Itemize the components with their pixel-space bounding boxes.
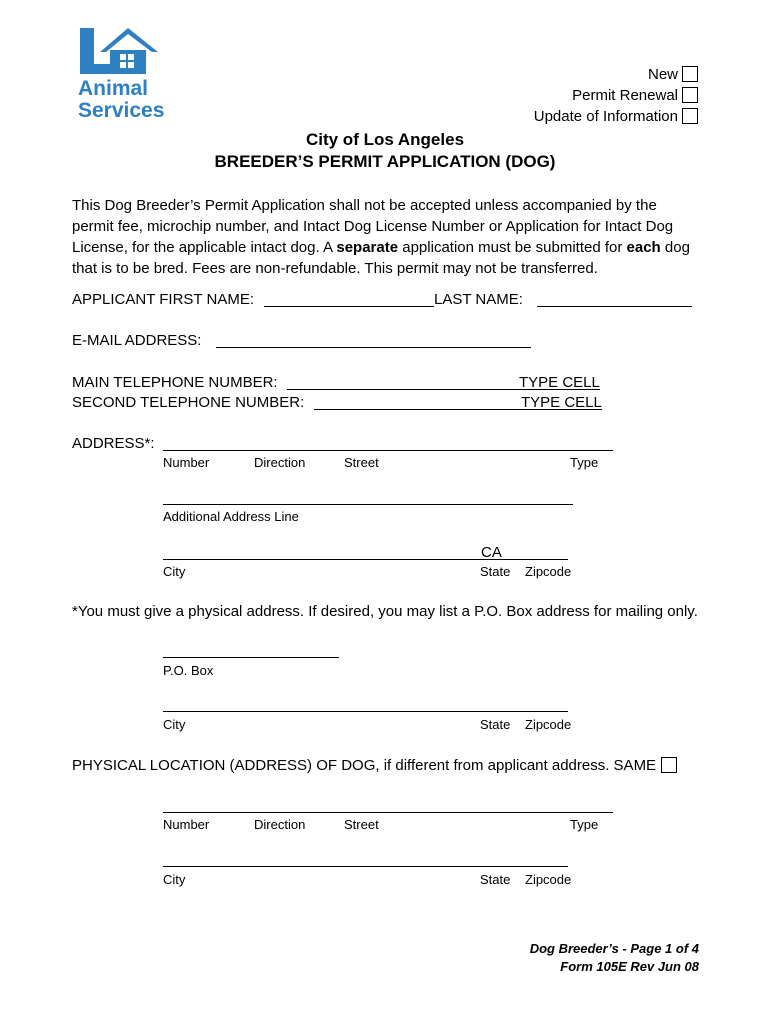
application-type-new (648, 66, 698, 84)
dog-street-label: Street (344, 817, 379, 832)
application-type-update (534, 108, 698, 126)
application-type-renewal (572, 87, 698, 105)
house-logo-icon (76, 24, 166, 120)
physical-address-note: *You must give a physical address. If desired, you may list a P.O. Box address for mailing only. (72, 603, 698, 620)
address-state-label: State (480, 564, 511, 579)
update-information-checkbox[interactable] (682, 108, 698, 124)
intro-paragraph (72, 195, 702, 279)
footer-form-number: Form 105E Rev Jun 08 (560, 959, 699, 974)
same-address-checkbox[interactable] (661, 757, 677, 773)
city-state-zip-input-line[interactable] (163, 559, 568, 560)
po-box-label: P.O. Box (163, 663, 214, 678)
address-street-label: Street (344, 455, 379, 470)
logo-line1: Animal (78, 77, 149, 100)
dog-state-label: State (480, 872, 511, 887)
title-city: City of Los Angeles (305, 130, 465, 149)
main-phone-type[interactable]: TYPE CELL (519, 374, 600, 391)
intro-text-2: application must be submitted for (398, 239, 627, 256)
last-name-label: LAST NAME: (434, 291, 523, 308)
dog-direction-label: Direction (254, 817, 306, 832)
title-form: BREEDER’S PERMIT APPLICATION (DOG) (214, 152, 556, 171)
la-animal-services-logo (76, 24, 166, 120)
address-zipcode-label: Zipcode (525, 564, 572, 579)
dog-zipcode-label: Zipcode (525, 872, 572, 887)
dog-location-label: PHYSICAL LOCATION (ADDRESS) OF DOG, if different from applicant address. SAME (72, 757, 657, 774)
address-input-line[interactable] (163, 450, 613, 451)
main-phone-label: MAIN TELEPHONE NUMBER: (72, 374, 278, 391)
dog-location-row (72, 757, 677, 775)
address-number-label: Number (163, 455, 210, 470)
second-phone-type[interactable]: TYPE CELL (521, 394, 602, 411)
dog-number-label: Number (163, 817, 210, 832)
email-input-line[interactable] (216, 347, 531, 348)
state-value: CA (481, 544, 502, 561)
additional-address-input-line[interactable] (163, 504, 573, 505)
first-name-input-line[interactable] (264, 306, 434, 307)
update-information-label: Update of Information (533, 108, 678, 125)
address-type-label: Type (570, 455, 599, 470)
dog-type-label: Type (570, 817, 599, 832)
address-city-label: City (163, 564, 186, 579)
last-name-input-line[interactable] (537, 306, 692, 307)
po-box-input-line[interactable] (163, 657, 339, 658)
dog-city-state-zip-input-line[interactable] (163, 866, 568, 867)
dog-city-label: City (163, 872, 186, 887)
intro-text-1: This Dog Breeder’s Permit Application shall not be accepted unless accompanied by the permit fee, microchip number, and Intact Dog License Number or Application for Intact Dog License, for the applicable intact dog. A (72, 197, 674, 256)
permit-renewal-label: Permit Renewal (572, 87, 678, 104)
new-label: New (647, 66, 678, 83)
email-label: E-MAIL ADDRESS: (72, 332, 202, 349)
dog-address-input-line[interactable] (163, 812, 613, 813)
address-direction-label: Direction (254, 455, 306, 470)
first-name-label: APPLICANT FIRST NAME: (72, 291, 254, 308)
po-city-state-zip-input-line[interactable] (163, 711, 568, 712)
intro-bold-separate: separate (336, 239, 399, 256)
permit-renewal-checkbox[interactable] (682, 87, 698, 103)
po-zipcode-label: Zipcode (525, 717, 572, 732)
logo-line2: Services (78, 99, 165, 120)
second-phone-label: SECOND TELEPHONE NUMBER: (72, 394, 305, 411)
new-checkbox[interactable] (682, 66, 698, 82)
po-state-label: State (480, 717, 511, 732)
intro-text-3: dog that is to be bred. Fees are non-refundable. This permit may not be transferred. (72, 239, 690, 277)
po-city-label: City (163, 717, 186, 732)
additional-address-label: Additional Address Line (163, 509, 299, 524)
intro-bold-each: each (626, 239, 661, 256)
address-label: ADDRESS*: (72, 435, 155, 452)
footer-page-number: Dog Breeder’s - Page 1 of 4 (529, 941, 699, 956)
